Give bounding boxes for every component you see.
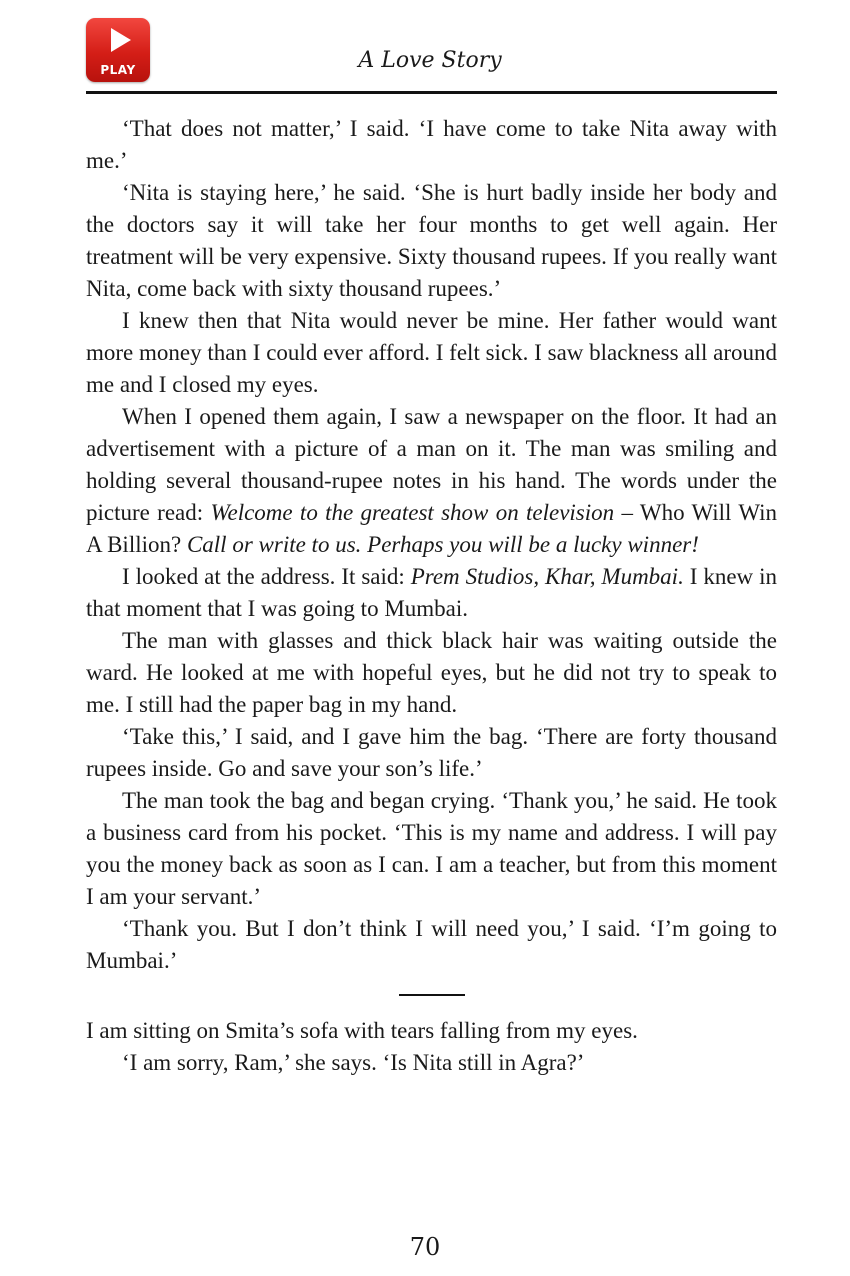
paragraphs-after-break bbox=[86, 1015, 777, 1079]
paragraph bbox=[86, 913, 777, 977]
text-run: When I opened them again, I saw a newspaper on the floor. It had an advertisement with a picture of a man on it. The man was smiling and holding several thousand-rupee notes in his hand. The words under the picture read: bbox=[86, 404, 777, 525]
paragraphs-before-break bbox=[86, 113, 777, 977]
italic-text: Welcome to the greatest show on television bbox=[210, 500, 615, 525]
text-run: – Who Will Win A Billion? bbox=[86, 500, 777, 557]
text-run: ‘Nita is staying here,’ he said. ‘She is hurt badly inside her body and the doctors say it will take her four months to get well again. Her treatment will be very expensive. Sixty thousand rupees. If you really want Nita, come back with sixty thousand rupees.’ bbox=[86, 180, 777, 301]
header-rule bbox=[86, 91, 777, 94]
paragraph bbox=[86, 785, 777, 913]
paragraph bbox=[86, 305, 777, 401]
text-run: ‘Thank you. But I don’t think I will need you,’ I said. ‘I’m going to Mumbai.’ bbox=[86, 916, 777, 973]
paragraph bbox=[86, 1047, 777, 1079]
page-number: 70 bbox=[409, 1233, 441, 1261]
running-title: A Love Story bbox=[358, 48, 502, 73]
text-run: ‘That does not matter,’ I said. ‘I have come to take Nita away with me.’ bbox=[86, 116, 777, 173]
text-run: I am sitting on Smita’s sofa with tears falling from my eyes. bbox=[86, 1018, 638, 1043]
section-break-rule bbox=[399, 994, 465, 996]
paragraph bbox=[86, 113, 777, 177]
text-body bbox=[86, 113, 777, 1079]
paragraph bbox=[86, 401, 777, 561]
paragraph bbox=[86, 625, 777, 721]
italic-text: Prem Studios, Khar, Mumbai. bbox=[410, 564, 684, 589]
play-button[interactable] bbox=[86, 18, 150, 82]
text-run: I looked at the address. It said: bbox=[122, 564, 411, 589]
paragraph bbox=[86, 1015, 777, 1047]
text-run: The man with glasses and thick black hair was waiting outside the ward. He looked at me with hopeful eyes, but he did not try to speak to me. I still had the paper bag in my hand. bbox=[86, 628, 777, 717]
text-run: The man took the bag and began crying. ‘Thank you,’ he said. He took a business card from his pocket. ‘This is my name and address. I will pay you the money back as soon as I can. I am a teacher, but from this moment I am your servant.’ bbox=[86, 788, 777, 909]
text-run: ‘I am sorry, Ram,’ she says. ‘Is Nita still in Agra?’ bbox=[122, 1050, 585, 1075]
play-button-label: PLAY bbox=[100, 63, 136, 77]
paragraph bbox=[86, 721, 777, 785]
text-run: I knew then that Nita would never be mine. Her father would want more money than I could ever afford. I felt sick. I saw blackness all around me and I closed my eyes. bbox=[86, 308, 777, 397]
paragraph bbox=[86, 561, 777, 625]
paragraph bbox=[86, 177, 777, 305]
italic-text: Call or write to us. Perhaps you will be a lucky winner! bbox=[186, 532, 699, 557]
text-run: ‘Take this,’ I said, and I gave him the bag. ‘There are forty thousand rupees inside. Go and save your son’s life.’ bbox=[86, 724, 777, 781]
text-run: I knew in that moment that I was going to Mumbai. bbox=[86, 564, 777, 621]
play-icon bbox=[110, 27, 132, 53]
